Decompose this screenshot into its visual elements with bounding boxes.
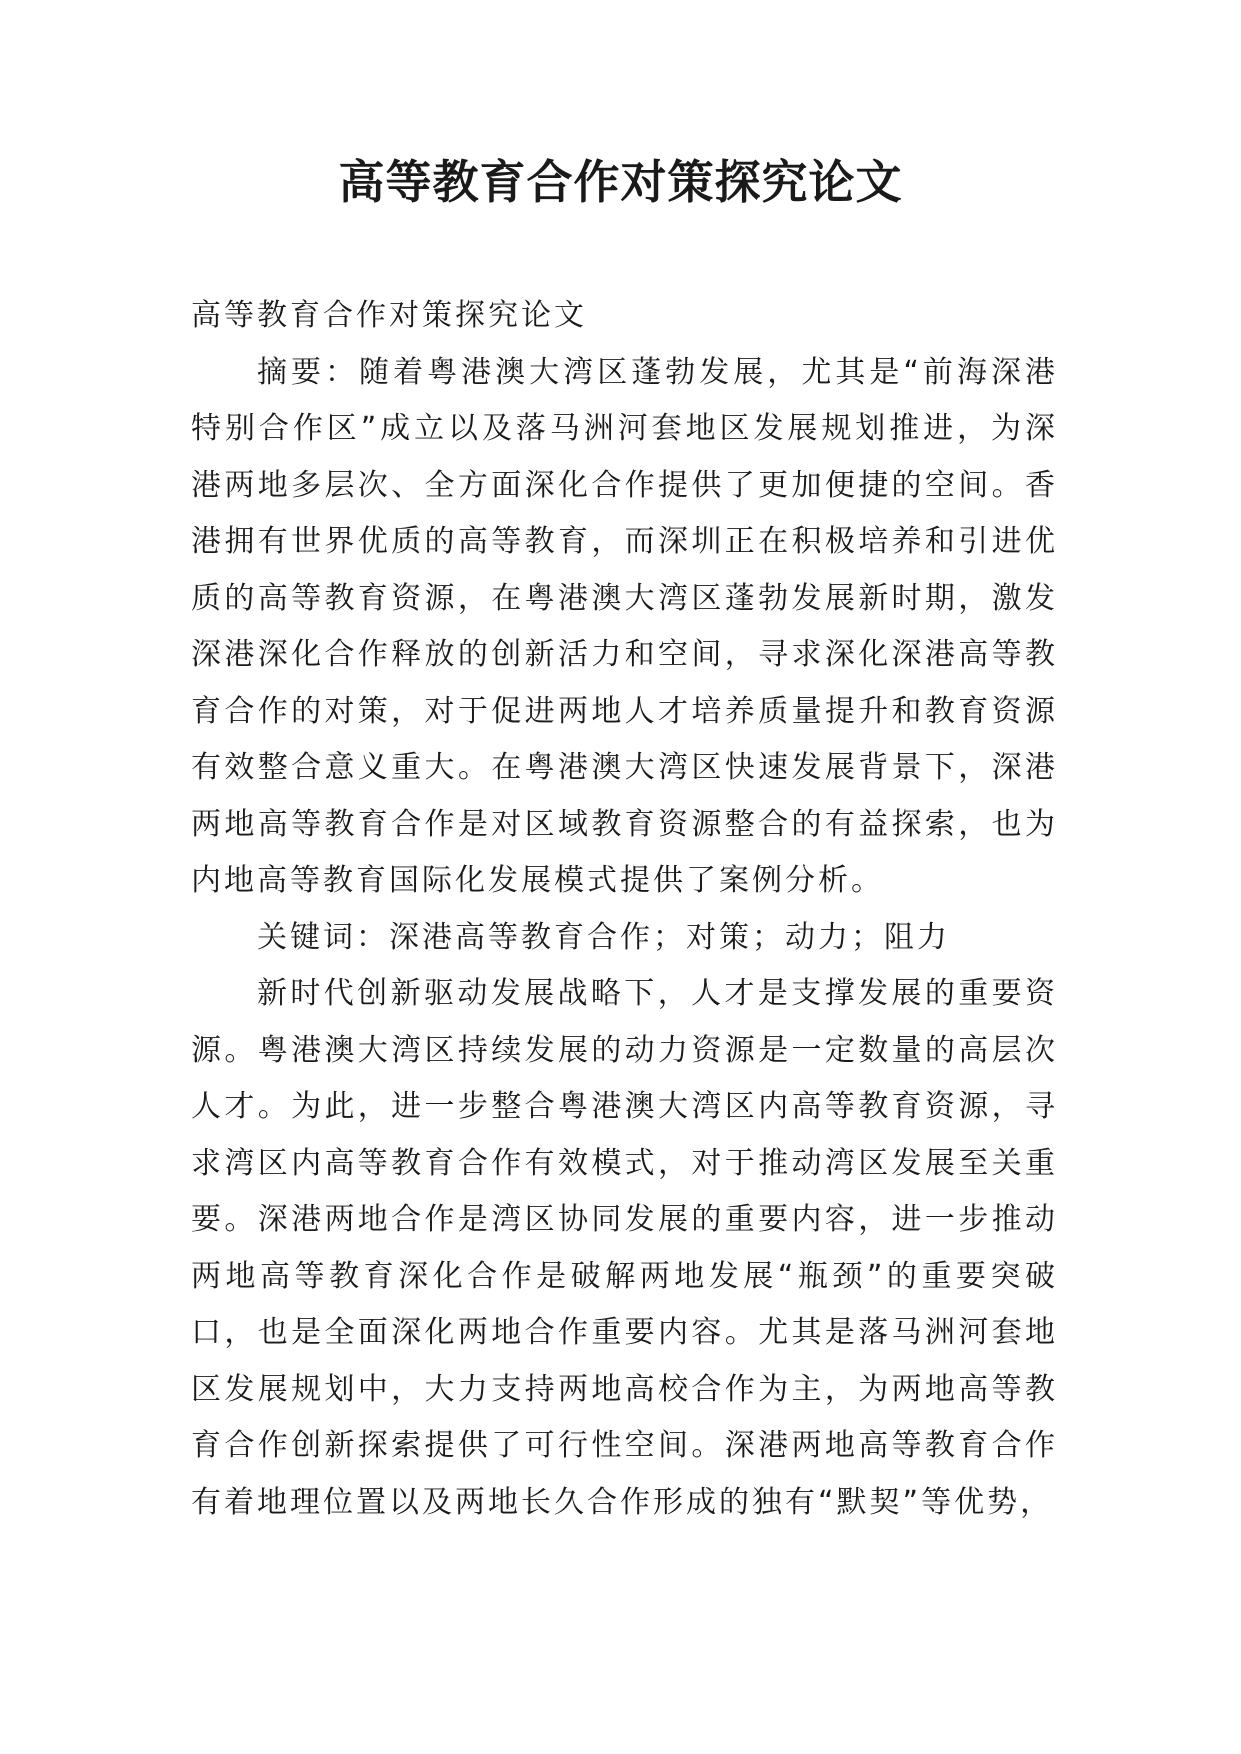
- abstract-paragraph: 摘要：随着粤港澳大湾区蓬勃发展，尤其是“前海深港特别合作区”成立以及落马洲河套地区发展规划推进，为深港两地多层次、全方面深化合作提供了更加便捷的空间。香港拥有世界优质的高等教育，而深圳正在积极培养和引进优质的高等教育资源，在粤港澳大湾区蓬勃发展新时期，激发深港深化合作释放的创新活力和空间，寻求深化深港高等教育合作的对策，对于促进两地人才培养质量提升和教育资源有效整合意义重大。在粤港澳大湾区快速发展背景下，深港两地高等教育合作是对区域教育资源整合的有益探索，也为内地高等教育国际化发展模式提供了案例分析。: [191, 354, 1058, 898]
- document-title: 高等教育合作对策探究论文: [338, 155, 903, 209]
- document-subtitle: 高等教育合作对策探究论文: [191, 298, 587, 333]
- document-body: [191, 288, 1058, 1531]
- body-paragraph: 新时代创新驱动发展战略下，人才是支撑发展的重要资源。粤港澳大湾区持续发展的动力资源是一定数量的高层次人才。为此，进一步整合粤港澳大湾区内高等教育资源，寻求湾区内高等教育合作有效模式，对于推动湾区发展至关重要。深港两地合作是湾区协同发展的重要内容，进一步推动两地高等教育深化合作是破解两地发展“瓶颈”的重要突破口，也是全面深化两地合作重要内容。尤其是落马洲河套地区发展规划中，大力支持两地高校合作为主，为两地高等教育合作创新探索提供了可行性空间。深港两地高等教育合作有着地理位置以及两地长久合作形成的独有“默契”等优势，: [191, 976, 1058, 1520]
- keywords-paragraph: 关键词：深港高等教育合作；对策；动力；阻力: [257, 919, 950, 955]
